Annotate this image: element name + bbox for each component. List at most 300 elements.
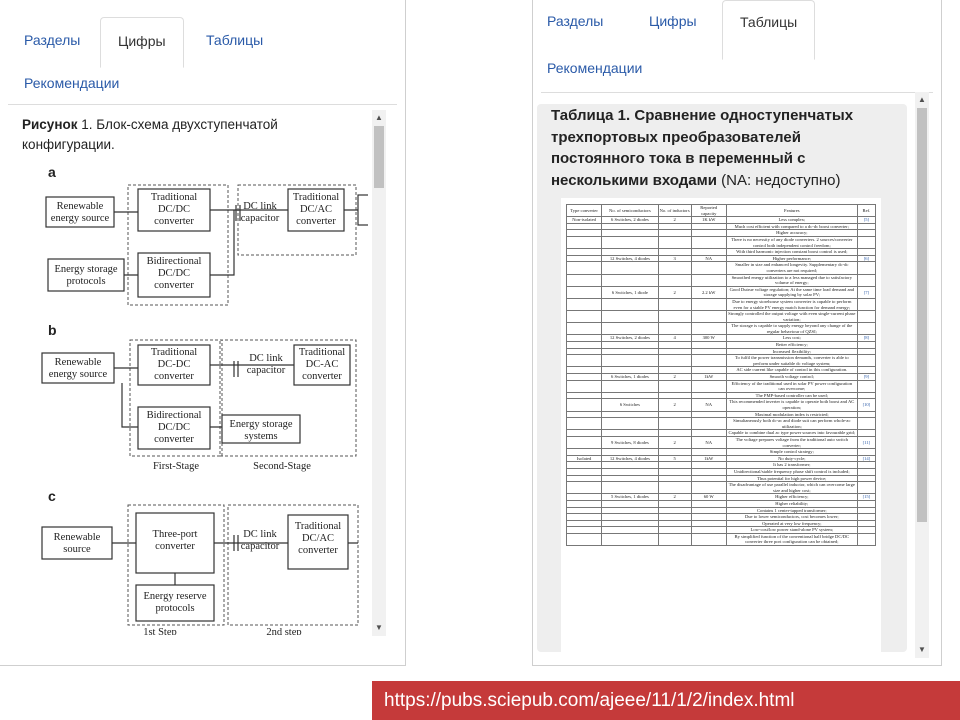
cell-features: Due to energy storehouse system converter is capable to perform even for a stable PV energy match function for demand energy; (726, 298, 857, 310)
header-semiconductors: No. of semiconductors (602, 205, 658, 217)
cell-inductors (658, 355, 691, 367)
cell-inductors (658, 475, 691, 482)
cell-semiconductors: 6 Switches, 1 diodes (602, 374, 658, 381)
cell-semiconductors: 6 Switches (602, 399, 658, 411)
cell-semiconductors (602, 449, 658, 456)
cell-features: Due to lower semiconductors, cost becomes lower; (726, 514, 857, 521)
cell-features: Capable to combine dual ac type power sources into favourable grid; (726, 430, 857, 437)
cell-type (567, 418, 602, 430)
table-row (567, 462, 876, 469)
svg-text:DC/DC: DC/DC (157, 422, 191, 433)
cell-type (567, 298, 602, 310)
table-caption (551, 105, 891, 191)
table-row (567, 449, 876, 456)
cell-ref (857, 533, 875, 545)
cell-ref (857, 367, 875, 374)
cell-ref: [8] (857, 335, 875, 342)
cell-capacity (691, 520, 726, 527)
cell-capacity (691, 348, 726, 355)
cell-inductors (658, 298, 691, 310)
cell-ref (857, 249, 875, 256)
right-article-panel (532, 0, 942, 666)
cell-semiconductors (602, 430, 658, 437)
cell-capacity (691, 500, 726, 507)
table-row (567, 286, 876, 298)
cell-type (567, 462, 602, 469)
cell-semiconductors: 12 Switches, 4 diodes (602, 455, 658, 462)
table-body (567, 217, 876, 546)
cell-ref (857, 449, 875, 456)
cell-type (567, 249, 602, 256)
header-inductors: No. of inductors (658, 205, 691, 217)
svg-text:DC/AC: DC/AC (301, 533, 335, 544)
cell-inductors: 2 (658, 494, 691, 501)
svg-text:capacitor: capacitor (240, 541, 280, 552)
cell-semiconductors (602, 311, 658, 323)
header-features: Features (726, 205, 857, 217)
svg-text:DC link: DC link (243, 201, 277, 212)
cell-semiconductors (602, 392, 658, 399)
cell-capacity (691, 298, 726, 310)
cell-features: Higher efficiency; (726, 494, 857, 501)
header-type-converter: Type converter (567, 205, 602, 217)
cell-ref (857, 274, 875, 286)
cell-inductors (658, 236, 691, 248)
cell-type (567, 482, 602, 494)
cell-features: Higher performance; (726, 255, 857, 262)
cell-features: Simple control strategy; (726, 449, 857, 456)
cell-semiconductors (602, 355, 658, 367)
svg-text:energy source: energy source (48, 369, 108, 380)
table-row (567, 230, 876, 237)
cell-features: Smoothed energy utilization to a less managed due to satisfactory volume of energy; (726, 274, 857, 286)
table-row (567, 367, 876, 374)
cell-type (567, 367, 602, 374)
cell-ref (857, 462, 875, 469)
table-row (567, 411, 876, 418)
cell-ref: [7] (857, 286, 875, 298)
cell-ref (857, 475, 875, 482)
cell-inductors (658, 468, 691, 475)
cell-type (567, 500, 602, 507)
cell-type (567, 380, 602, 392)
cell-type (567, 236, 602, 248)
table-row (567, 392, 876, 399)
cell-features: Low-cost/low power stand-alone PV system; (726, 527, 857, 534)
svg-text:Three-port: Three-port (152, 529, 198, 540)
cell-features: Simultaneously both dc-ac and diode suit can perform whole-ac utilization; (726, 418, 857, 430)
cell-semiconductors (602, 342, 658, 349)
svg-text:Traditional: Traditional (294, 521, 342, 532)
svg-text:energy source: energy source (50, 213, 110, 224)
cell-features: Good Dutrue voltage regulation; At the same time load demand and storage supplying by solar PV; (726, 286, 857, 298)
cell-inductors (658, 482, 691, 494)
cell-features: The PMP-based controller can be used; (726, 392, 857, 399)
cell-features: Higher reliability; (726, 500, 857, 507)
figure-caption-text: 1. Блок-схема двухступенчатой конфигурации. (22, 117, 278, 152)
cell-capacity (691, 392, 726, 399)
cell-capacity (691, 482, 726, 494)
cell-semiconductors (602, 533, 658, 545)
cell-semiconductors (602, 223, 658, 230)
tab-recommendations[interactable]: Рекомендации (547, 60, 643, 76)
tab-recommendations[interactable]: Рекомендации (24, 75, 120, 91)
table-row (567, 335, 876, 342)
cell-features: Maximal modulation index is restricted; (726, 411, 857, 418)
cell-ref (857, 411, 875, 418)
b-renewable-box (42, 353, 114, 383)
c-step2-label: 2nd step (266, 627, 302, 638)
cell-semiconductors (602, 262, 658, 274)
left-scroll-down-arrow[interactable]: ▼ (375, 623, 383, 632)
cell-semiconductors: 6 Switches, 1 diode (602, 286, 658, 298)
table-row (567, 494, 876, 501)
cell-capacity: 300 W (691, 335, 726, 342)
cell-capacity (691, 249, 726, 256)
cell-inductors (658, 527, 691, 534)
cell-features: To fulfil the power transmission demands, converter is able to perform under suitable dc voltage system; (726, 355, 857, 367)
c-renewable-box (42, 527, 112, 559)
left-scrollbar[interactable] (372, 110, 386, 636)
a-grid-box (358, 195, 368, 225)
cell-inductors (658, 520, 691, 527)
left-scroll-up-arrow[interactable]: ▲ (375, 113, 383, 122)
cell-type (567, 374, 602, 381)
svg-text:source: source (63, 544, 91, 555)
svg-text:Energy reserve: Energy reserve (143, 591, 207, 602)
cell-capacity (691, 449, 726, 456)
cell-capacity (691, 342, 726, 349)
svg-text:Renewable: Renewable (54, 357, 102, 368)
cell-semiconductors (602, 348, 658, 355)
right-scrollbar[interactable] (915, 92, 929, 658)
cell-features: By simplified function of the conventional half bridge DC/DC converter three port configuration can be obtained; (726, 533, 857, 545)
svg-text:Bidirectional: Bidirectional (146, 410, 202, 421)
table-row (567, 514, 876, 521)
svg-text:Traditional: Traditional (292, 192, 340, 203)
cell-capacity: NA (691, 255, 726, 262)
right-scroll-thumb[interactable] (917, 108, 927, 522)
svg-text:DC/AC: DC/AC (299, 204, 333, 215)
cell-ref: [15] (857, 494, 875, 501)
tab-figures[interactable]: Цифры (100, 17, 184, 68)
cell-ref (857, 514, 875, 521)
cell-inductors (658, 230, 691, 237)
cell-type: Non-isolated (567, 217, 602, 224)
table-row (567, 249, 876, 256)
cell-inductors (658, 223, 691, 230)
svg-text:DC/DC: DC/DC (157, 204, 191, 215)
cell-capacity (691, 230, 726, 237)
right-scroll-down-arrow[interactable]: ▼ (918, 645, 926, 654)
cell-ref (857, 298, 875, 310)
cell-type (567, 468, 602, 475)
cell-ref: [5] (857, 217, 875, 224)
cell-capacity: NA (691, 436, 726, 448)
cell-inductors (658, 430, 691, 437)
table-row (567, 520, 876, 527)
cell-ref (857, 342, 875, 349)
b-second-stage-label: Second-Stage (253, 461, 311, 472)
cell-ref (857, 507, 875, 514)
tab-tables[interactable]: Таблицы (722, 0, 815, 60)
cell-semiconductors (602, 500, 658, 507)
cell-ref: [11] (857, 436, 875, 448)
table-row (567, 255, 876, 262)
tab-figures[interactable]: Цифры (649, 13, 697, 29)
svg-text:Renewable: Renewable (53, 532, 101, 543)
cell-type (567, 255, 602, 262)
table-caption-text: Таблица 1. Сравнение одноступенчатых трехпортовых преобразователей постоянного тока в переменный с несколькими входами (551, 107, 854, 189)
cell-capacity: 1kW (691, 455, 726, 462)
cell-inductors: 5 (658, 455, 691, 462)
table-row (567, 223, 876, 230)
svg-text:Energy storage: Energy storage (229, 419, 293, 430)
cell-capacity (691, 274, 726, 286)
cell-inductors (658, 392, 691, 399)
svg-text:Renewable: Renewable (56, 201, 104, 212)
cell-capacity (691, 262, 726, 274)
table-row (567, 380, 876, 392)
a-traditional-dcdc-box (138, 189, 210, 231)
svg-text:converter: converter (298, 545, 338, 556)
table-row (567, 274, 876, 286)
svg-text:converter: converter (296, 216, 336, 227)
cell-type (567, 223, 602, 230)
svg-text:DC-DC: DC-DC (157, 359, 191, 370)
table-row (567, 374, 876, 381)
svg-text:DC/DC: DC/DC (157, 268, 191, 279)
panel-c-label: c (48, 488, 56, 504)
table-row (567, 468, 876, 475)
cell-semiconductors: 9 Switches, 8 diodes (602, 436, 658, 448)
cell-inductors (658, 449, 691, 456)
table-row (567, 342, 876, 349)
comparison-table (566, 204, 876, 546)
svg-text:Traditional: Traditional (150, 192, 198, 203)
cell-type (567, 230, 602, 237)
table-row (567, 475, 876, 482)
cell-features: Higher accuracy; (726, 230, 857, 237)
tab-sections[interactable]: Разделы (547, 13, 604, 29)
table-header-row (567, 205, 876, 217)
table-image (561, 198, 881, 652)
svg-text:DC-AC: DC-AC (305, 359, 339, 370)
table-row (567, 418, 876, 430)
cell-semiconductors (602, 367, 658, 374)
cell-inductors: 2 (658, 217, 691, 224)
block-diagram (22, 165, 368, 638)
c-traditional-dcac-box (288, 515, 348, 569)
table-row (567, 527, 876, 534)
cell-type (567, 311, 602, 323)
cell-features: Much cost efficient with compared to a dc-dc boost converter; (726, 223, 857, 230)
svg-text:converter: converter (154, 216, 194, 227)
a-bidirectional-box (138, 253, 210, 297)
cell-ref: [10] (857, 399, 875, 411)
cell-inductors: 2 (658, 286, 691, 298)
cell-ref (857, 223, 875, 230)
svg-text:capacitor: capacitor (240, 213, 280, 224)
cell-features: Contains 1 center-tapped transformer; (726, 507, 857, 514)
table-row (567, 455, 876, 462)
cell-semiconductors (602, 468, 658, 475)
cell-type: Isolated (567, 455, 602, 462)
cell-type (567, 494, 602, 501)
cell-inductors (658, 249, 691, 256)
cell-semiconductors (602, 230, 658, 237)
cell-semiconductors (602, 418, 658, 430)
cell-features: Less cost; (726, 335, 857, 342)
cell-inductors (658, 262, 691, 274)
cell-capacity (691, 223, 726, 230)
right-tab-bar (541, 0, 933, 93)
cell-capacity (691, 533, 726, 545)
cell-capacity (691, 367, 726, 374)
cell-type (567, 323, 602, 335)
svg-text:converter: converter (154, 434, 194, 445)
a-energy-storage-box (48, 259, 124, 291)
svg-text:Traditional: Traditional (298, 347, 346, 358)
cell-ref (857, 418, 875, 430)
cell-semiconductors (602, 514, 658, 521)
header-ref: Ref. (857, 205, 875, 217)
cell-capacity (691, 514, 726, 521)
cell-ref (857, 430, 875, 437)
cell-features: Less complex; (726, 217, 857, 224)
tab-tables[interactable]: Таблицы (206, 32, 264, 48)
cell-capacity: 2.2 kW (691, 286, 726, 298)
cell-capacity (691, 507, 726, 514)
cell-type (567, 286, 602, 298)
cell-inductors: 2 (658, 374, 691, 381)
cell-inductors: 2 (658, 399, 691, 411)
cell-capacity (691, 430, 726, 437)
cell-ref (857, 392, 875, 399)
cell-semiconductors: 12 Switches, 2 diodes (602, 335, 658, 342)
cell-semiconductors: 6 Switches, 2 diodes (602, 217, 658, 224)
cell-semiconductors: 12 Switches, 4 diodes (602, 255, 658, 262)
left-scroll-thumb[interactable] (374, 126, 384, 188)
cell-type (567, 355, 602, 367)
cell-inductors (658, 533, 691, 545)
cell-features: With third harmonic injection constant boost control is used; (726, 249, 857, 256)
right-scroll-up-arrow[interactable]: ▲ (918, 95, 926, 104)
svg-text:converter: converter (154, 371, 194, 382)
cell-features: The voltage prepares voltage from the traditional auto switch converter; (726, 436, 857, 448)
c-three-port-box (136, 513, 214, 573)
url-banner: https://pubs.sciepub.com/ajeee/11/1/2/index.html (372, 681, 960, 720)
cell-features: This recommended inverter is capable to operate both boost and AC operation; (726, 399, 857, 411)
cell-type (567, 335, 602, 342)
table-caption-na: (NA: недоступно) (716, 171, 841, 189)
cell-features: Increased flexibility; (726, 348, 857, 355)
b-first-stage-label: First-Stage (152, 461, 200, 472)
figure-caption (22, 115, 342, 155)
cell-capacity (691, 468, 726, 475)
cell-inductors (658, 342, 691, 349)
table-row (567, 348, 876, 355)
cell-semiconductors (602, 527, 658, 534)
tab-sections[interactable]: Разделы (24, 32, 81, 48)
table-row (567, 311, 876, 323)
cell-capacity (691, 527, 726, 534)
c-energy-reserve-box (136, 585, 214, 621)
cell-features: Efficiency of the traditional used in solar PV power configuration can overcome; (726, 380, 857, 392)
c-dc-link-box (241, 529, 280, 552)
cell-capacity: 60 W (691, 494, 726, 501)
panel-a-label: a (48, 165, 56, 180)
cell-type (567, 348, 602, 355)
panel-b-label: b (48, 322, 57, 338)
cell-capacity (691, 411, 726, 418)
cell-type (567, 533, 602, 545)
cell-inductors (658, 380, 691, 392)
cell-capacity (691, 355, 726, 367)
cell-semiconductors (602, 482, 658, 494)
cell-type (567, 430, 602, 437)
cell-features: There is no necessity of any diode converters. 2 sources/converter control both independent control freedom; (726, 236, 857, 248)
svg-text:converter: converter (154, 280, 194, 291)
b-energy-storage-box (222, 415, 300, 443)
cell-capacity (691, 380, 726, 392)
cell-semiconductors (602, 411, 658, 418)
table-row (567, 500, 876, 507)
table-row (567, 436, 876, 448)
cell-features: Operated at very low frequency; (726, 520, 857, 527)
cell-features: AC side current like capable of control in this configuration. (726, 367, 857, 374)
table-row (567, 217, 876, 224)
cell-ref (857, 500, 875, 507)
svg-text:Traditional: Traditional (150, 347, 198, 358)
cell-semiconductors (602, 462, 658, 469)
cell-features: Better efficiency; (726, 342, 857, 349)
table-row (567, 323, 876, 335)
cell-capacity (691, 323, 726, 335)
svg-text:protocols: protocols (66, 276, 106, 287)
cell-semiconductors (602, 249, 658, 256)
cell-ref (857, 311, 875, 323)
cell-ref: [9] (857, 374, 875, 381)
cell-ref (857, 468, 875, 475)
svg-text:converter: converter (302, 371, 342, 382)
cell-type (567, 527, 602, 534)
cell-type (567, 411, 602, 418)
cell-capacity: NA (691, 399, 726, 411)
cell-type (567, 475, 602, 482)
cell-ref: [6] (857, 255, 875, 262)
cell-ref (857, 236, 875, 248)
figure-content (22, 115, 368, 638)
cell-semiconductors (602, 475, 658, 482)
cell-type (567, 262, 602, 274)
cell-ref (857, 520, 875, 527)
cell-type (567, 392, 602, 399)
cell-ref (857, 355, 875, 367)
table-row (567, 262, 876, 274)
cell-inductors (658, 514, 691, 521)
b-traditional-dcac-box (294, 345, 350, 385)
cell-inductors (658, 348, 691, 355)
c-step1-label: 1st Step (143, 627, 177, 638)
cell-features: Smooth voltage control; (726, 374, 857, 381)
header-capacity: Reported capacity (691, 205, 726, 217)
svg-text:DC link: DC link (249, 353, 283, 364)
cell-features: Smaller in size and enhanced longevity. Supplementary dc-dc converters are not required; (726, 262, 857, 274)
cell-capacity (691, 418, 726, 430)
left-tab-bar (8, 0, 397, 105)
cell-ref (857, 380, 875, 392)
